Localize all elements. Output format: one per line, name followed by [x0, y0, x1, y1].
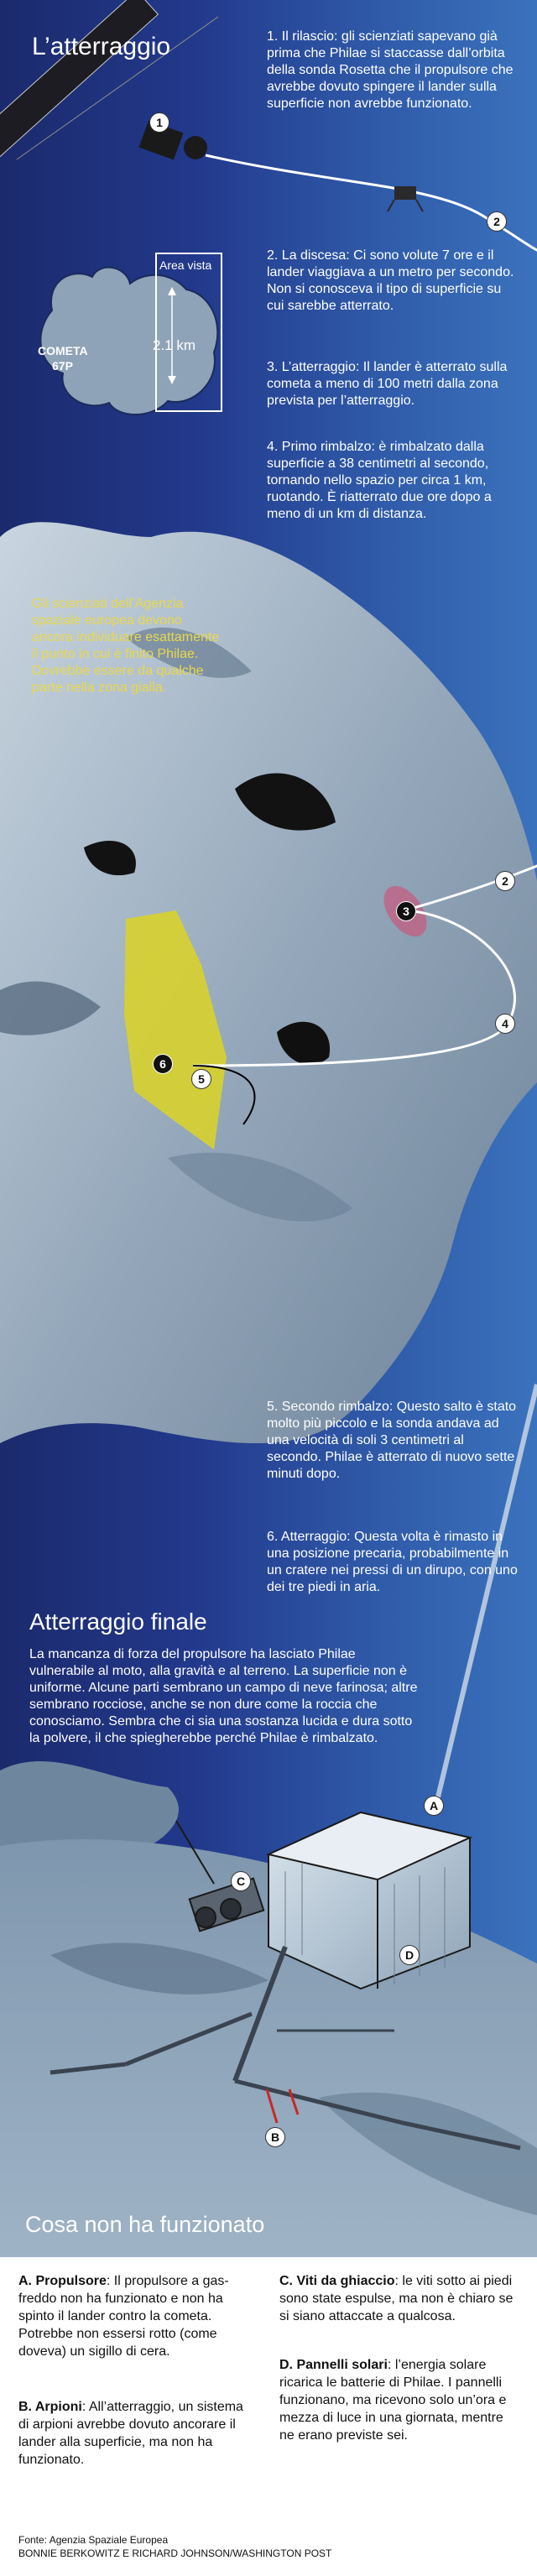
step-4-marker: 4 [495, 1014, 515, 1034]
step-2-marker: 2 [487, 211, 507, 232]
final-landing-body: La mancanza di forza del propulsore ha lasciato Philae vulnerabile al moto, alla gravità e al terreno. La superficie non è uniforme. Alcune parti sembrano un campo di neve farinosa; altre sembrano rocciose, anche se non dure come la roccia che conosciamo. Sembra che ci sia una sostanza lucida e dura sotto la polvere, il che spiegherebbe perché Philae è rimbalzato. [29, 1647, 418, 1745]
philae-small-illustration [388, 186, 423, 211]
inset-scale-label: 2.1 km [153, 337, 196, 353]
step-6-text: 6. Atterraggio: Questa volta è rimasto in una posizione precaria, probabilmente in un cratere nei pressi di un dirupo, con uno dei tre piedi in aria. [267, 1530, 518, 1594]
failure-item-head: D. Pannelli solari [279, 2358, 388, 2372]
step-2-text: 2. La discesa: Ci sono volute 7 ore e il lander viaggiava a un metro per secondo. Non si conosceva il tipo di superficie su cui sarebbe atterrato. [267, 248, 514, 313]
step-5-text: 5. Secondo rimbalzo: Questo salto è stato molto più piccolo e la sonda andava ad una velocità di soli 3 centimetri al secondo. Philae è atterrato di nuovo sette minuti dopo. [267, 1400, 517, 1481]
author-credit: BONNIE BERKOWITZ E RICHARD JOHNSON/WASHINGTON POST [18, 2547, 332, 2559]
step-6-marker: 6 [153, 1054, 173, 1074]
rosetta-orbiter-illustration [0, 0, 218, 160]
lander-label-d: D [399, 1945, 420, 1965]
failure-item-head: A. Propulsore [18, 2274, 107, 2288]
step-5-marker: 5 [191, 1069, 211, 1089]
failure-item-head: B. Arpioni [18, 2400, 82, 2414]
step-3-marker: 3 [396, 901, 416, 921]
failure-item-arpioni [18, 2398, 253, 2469]
inset-comet-name-2: 67P [52, 359, 73, 373]
failure-item-text: : Il propulsore a gas-freddo non ha funzionato e non ha spinto il lander contro la cometa. Potrebbe non essersi rotto (come doveva) un sigillo di cera. [18, 2274, 229, 2359]
step-1-text: 1. Il rilascio: gli scienziati sapevano già prima che Philae si staccasse dall’orbita della sonda Rosetta che il propulsore che avrebbe dovuto spingere il lander sulla superficie non avrebbe funzionato. [267, 29, 514, 111]
lander-label-c: C [231, 1871, 251, 1891]
failure-item-head: C. Viti da ghiaccio [279, 2274, 395, 2288]
lander-label-a: A [424, 1796, 444, 1816]
inset-area-label: Area vista [159, 258, 212, 272]
yellow-zone-note: Gli scienziati dell’Agenzia spaziale europea devono ancora individuare esattamente il punto in cui è finito Philae. Dovrebbe essere da qualche parte nella zona gialla. [32, 597, 220, 695]
step-2-marker-lower: 2 [495, 871, 515, 891]
descent-path [206, 155, 537, 252]
failure-item-viti [279, 2272, 521, 2325]
inset-comet-name-1: COMETA [38, 344, 88, 357]
comet-inset-shape [40, 253, 222, 415]
final-landing-title: Atterraggio finale [29, 1609, 207, 1635]
source-credit: Fonte: Agenzia Spaziale Europea [18, 2534, 169, 2546]
page-title: L’atterraggio [32, 33, 171, 60]
failure-item-text: : l’energia solare ricarica le batterie di Philae. I pannelli funzionano, ma ricevono solo un’ora e mezza di luce in una giornata, mentre ne erano previste sei. [279, 2358, 507, 2443]
failure-item-propulsore [18, 2272, 253, 2360]
lander-label-b: B [265, 2127, 285, 2147]
step-4-text: 4. Primo rimbalzo: è rimbalzato dalla superficie a 38 centimetri al secondo, tornando nello spazio per circa 1 km, ruotando. È riatterrato due ore dopo a meno di un km di distanza. [267, 440, 492, 521]
step-1-marker: 1 [149, 112, 169, 133]
failure-section-title: Cosa non ha funzionato [25, 2212, 265, 2237]
failure-item-text: : All’atterraggio, un sistema di arpioni avrebbe dovuto ancorare il lander alla superficie, ma non ha funzionato. [18, 2400, 243, 2467]
failure-details-panel [0, 2257, 537, 2576]
failure-item-text: : le viti sotto ai piedi sono state espulse, ma non è chiaro se si siano attaccate a qualcosa. [279, 2274, 514, 2323]
step-3-text: 3. L’atterraggio: Il lander è atterrato sulla cometa a meno di 100 metri dalla zona prevista per l’atterraggio. [267, 360, 508, 408]
failure-item-pannelli [279, 2356, 521, 2444]
